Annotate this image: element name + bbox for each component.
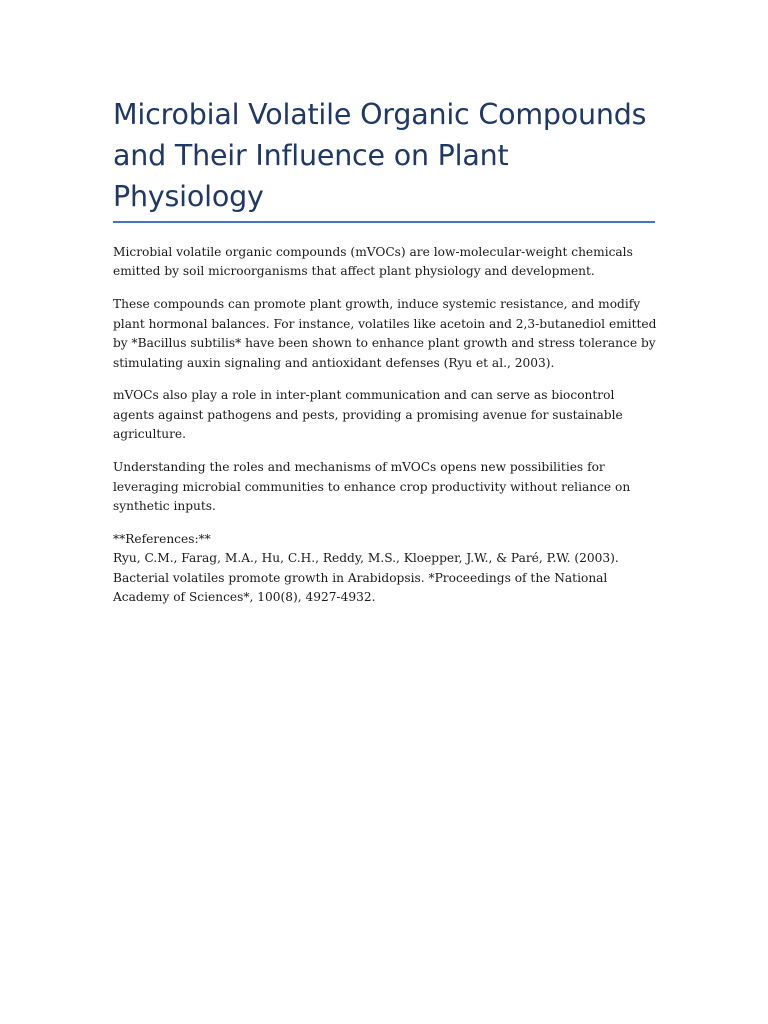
paragraph-growth-promotion: These compounds can promote plant growth, induce systemic resistance, and modify plant hormonal balances. For instance, volatiles like acetoin and 2,3-butanediol emitted by *Bacillus subtilis* have been shown to enhance plant growth and stress tolerance by stimulating auxin signaling and antioxidant defenses (Ryu et al., 2003). — [113, 297, 657, 370]
paragraph-conclusion: Understanding the roles and mechanisms of mVOCs opens new possibilities for leveraging microbial communities to enhance crop productivity without reliance on synthetic inputs. — [113, 460, 631, 513]
paragraph-intro: Microbial volatile organic compounds (mVOCs) are low-molecular-weight chemicals emitted by soil microorganisms that affect plant physiology and development. — [113, 245, 633, 279]
references-section — [113, 530, 658, 608]
references-label: **References:** — [113, 531, 211, 546]
title-underline-rule — [113, 221, 655, 223]
document-title — [113, 94, 655, 217]
reference-entry: Ryu, C.M., Farag, M.A., Hu, C.H., Reddy, M.S., Kloepper, J.W., & Paré, P.W. (2003). Bacterial volatiles promote growth in Arabidopsis. *Proceedings of the National Academy of Sciences*, 100(8), 4927-4932. — [113, 551, 619, 605]
document-title-line-2: and Their Influence on Plant Physiology — [113, 139, 509, 213]
document-title-line-1: Microbial Volatile Organic Compounds — [113, 98, 647, 131]
paragraph-communication: mVOCs also play a role in inter-plant communication and can serve as biocontrol agents against pathogens and pests, providing a promising avenue for sustainable agriculture. — [113, 388, 623, 442]
